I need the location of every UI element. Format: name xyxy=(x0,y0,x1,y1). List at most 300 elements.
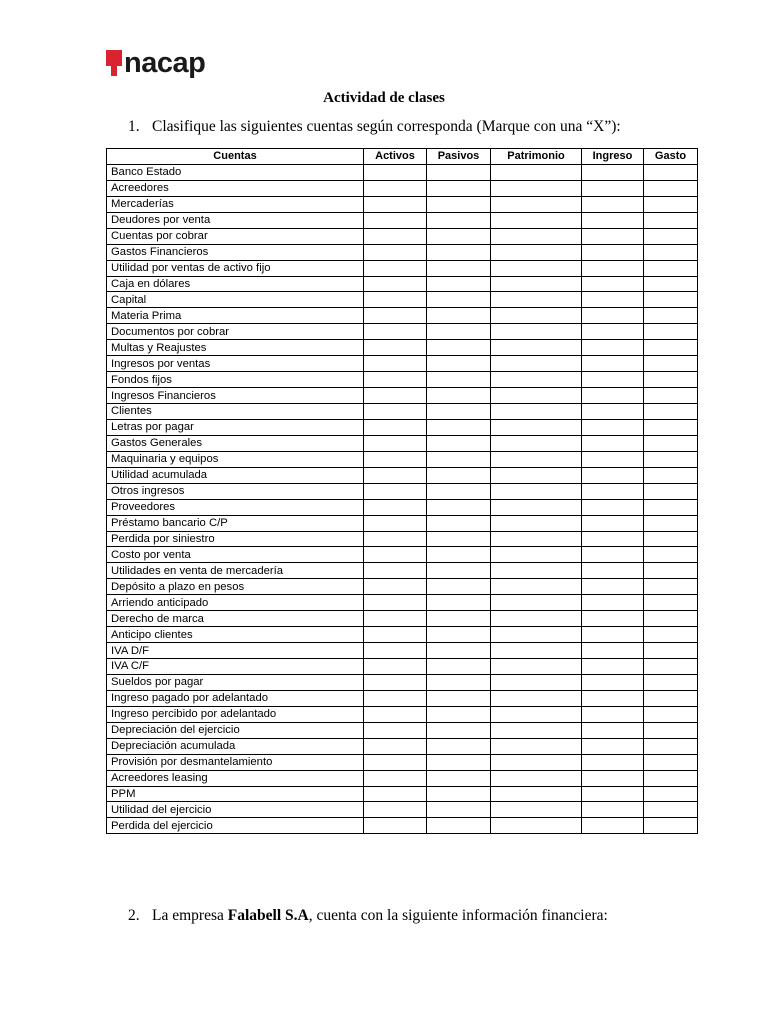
mark-cell-patrimonio[interactable] xyxy=(491,260,582,276)
table-row xyxy=(107,627,698,643)
mark-cell-activos[interactable] xyxy=(364,659,427,675)
mark-cell-activos[interactable] xyxy=(364,611,427,627)
mark-cell-patrimonio[interactable] xyxy=(491,499,582,515)
mark-cell-gasto[interactable] xyxy=(644,754,698,770)
mark-cell-pasivos[interactable] xyxy=(427,818,491,834)
mark-cell-activos[interactable] xyxy=(364,627,427,643)
mark-cell-patrimonio[interactable] xyxy=(491,547,582,563)
mark-cell-patrimonio[interactable] xyxy=(491,531,582,547)
table-row xyxy=(107,706,698,722)
account-name-cell: Acreedores leasing xyxy=(107,770,364,786)
mark-cell-ingreso[interactable] xyxy=(582,180,644,196)
mark-cell-gasto[interactable] xyxy=(644,674,698,690)
table-row xyxy=(107,547,698,563)
table-row xyxy=(107,674,698,690)
mark-cell-patrimonio[interactable] xyxy=(491,738,582,754)
mark-cell-activos[interactable] xyxy=(364,212,427,228)
mark-cell-pasivos[interactable] xyxy=(427,754,491,770)
table-row xyxy=(107,244,698,260)
mark-cell-pasivos[interactable] xyxy=(427,324,491,340)
header-cuentas: Cuentas xyxy=(107,149,364,165)
mark-cell-activos[interactable] xyxy=(364,515,427,531)
mark-cell-patrimonio[interactable] xyxy=(491,706,582,722)
mark-cell-gasto[interactable] xyxy=(644,276,698,292)
mark-cell-gasto[interactable] xyxy=(644,435,698,451)
mark-cell-ingreso[interactable] xyxy=(582,754,644,770)
mark-cell-patrimonio[interactable] xyxy=(491,340,582,356)
mark-cell-patrimonio[interactable] xyxy=(491,818,582,834)
table-row xyxy=(107,260,698,276)
account-name-cell: Capital xyxy=(107,292,364,308)
mark-cell-ingreso[interactable] xyxy=(582,722,644,738)
account-name-cell: PPM xyxy=(107,786,364,802)
mark-cell-patrimonio[interactable] xyxy=(491,802,582,818)
mark-cell-activos[interactable] xyxy=(364,690,427,706)
mark-cell-gasto[interactable] xyxy=(644,595,698,611)
logo-text: nacap xyxy=(124,47,206,79)
mark-cell-gasto[interactable] xyxy=(644,308,698,324)
mark-cell-ingreso[interactable] xyxy=(582,388,644,404)
mark-cell-pasivos[interactable] xyxy=(427,515,491,531)
mark-cell-patrimonio[interactable] xyxy=(491,754,582,770)
mark-cell-gasto[interactable] xyxy=(644,356,698,372)
mark-cell-ingreso[interactable] xyxy=(582,212,644,228)
table-row xyxy=(107,611,698,627)
table-row xyxy=(107,356,698,372)
account-name-cell: Maquinaria y equipos xyxy=(107,451,364,467)
account-name-cell: Depósito a plazo en pesos xyxy=(107,579,364,595)
inacap-logo xyxy=(106,44,205,80)
mark-cell-activos[interactable] xyxy=(364,818,427,834)
mark-cell-ingreso[interactable] xyxy=(582,611,644,627)
account-name-cell: Cuentas por cobrar xyxy=(107,228,364,244)
mark-cell-patrimonio[interactable] xyxy=(491,308,582,324)
mark-cell-ingreso[interactable] xyxy=(582,690,644,706)
mark-cell-ingreso[interactable] xyxy=(582,483,644,499)
mark-cell-activos[interactable] xyxy=(364,802,427,818)
mark-cell-ingreso[interactable] xyxy=(582,260,644,276)
mark-cell-ingreso[interactable] xyxy=(582,164,644,180)
company-name: Falabell S.A xyxy=(227,907,309,924)
mark-cell-gasto[interactable] xyxy=(644,738,698,754)
mark-cell-patrimonio[interactable] xyxy=(491,324,582,340)
account-name-cell: Gastos Financieros xyxy=(107,244,364,260)
mark-cell-pasivos[interactable] xyxy=(427,388,491,404)
mark-cell-pasivos[interactable] xyxy=(427,164,491,180)
table-row xyxy=(107,180,698,196)
mark-cell-activos[interactable] xyxy=(364,579,427,595)
mark-cell-gasto[interactable] xyxy=(644,579,698,595)
mark-cell-patrimonio[interactable] xyxy=(491,483,582,499)
mark-cell-gasto[interactable] xyxy=(644,690,698,706)
account-name-cell: Utilidad por ventas de activo fijo xyxy=(107,260,364,276)
table-row xyxy=(107,435,698,451)
mark-cell-gasto[interactable] xyxy=(644,467,698,483)
table-row xyxy=(107,722,698,738)
mark-cell-patrimonio[interactable] xyxy=(491,164,582,180)
account-name-cell: Mercaderías xyxy=(107,196,364,212)
mark-cell-ingreso[interactable] xyxy=(582,467,644,483)
mark-cell-activos[interactable] xyxy=(364,356,427,372)
mark-cell-ingreso[interactable] xyxy=(582,515,644,531)
mark-cell-gasto[interactable] xyxy=(644,340,698,356)
table-row xyxy=(107,308,698,324)
mark-cell-ingreso[interactable] xyxy=(582,579,644,595)
mark-cell-patrimonio[interactable] xyxy=(491,228,582,244)
table-row xyxy=(107,388,698,404)
mark-cell-activos[interactable] xyxy=(364,499,427,515)
table-row xyxy=(107,483,698,499)
mark-cell-patrimonio[interactable] xyxy=(491,722,582,738)
header-patrimonio: Patrimonio xyxy=(491,149,582,165)
account-name-cell: Costo por venta xyxy=(107,547,364,563)
mark-cell-activos[interactable] xyxy=(364,388,427,404)
mark-cell-gasto[interactable] xyxy=(644,212,698,228)
account-name-cell: Ingreso pagado por adelantado xyxy=(107,690,364,706)
mark-cell-pasivos[interactable] xyxy=(427,467,491,483)
mark-cell-gasto[interactable] xyxy=(644,722,698,738)
mark-cell-activos[interactable] xyxy=(364,372,427,388)
account-name-cell: Depreciación del ejercicio xyxy=(107,722,364,738)
mark-cell-activos[interactable] xyxy=(364,244,427,260)
mark-cell-ingreso[interactable] xyxy=(582,818,644,834)
mark-cell-patrimonio[interactable] xyxy=(491,515,582,531)
mark-cell-ingreso[interactable] xyxy=(582,547,644,563)
mark-cell-gasto[interactable] xyxy=(644,419,698,435)
mark-cell-activos[interactable] xyxy=(364,770,427,786)
table-row xyxy=(107,818,698,834)
table-row xyxy=(107,340,698,356)
mark-cell-patrimonio[interactable] xyxy=(491,579,582,595)
mark-cell-gasto[interactable] xyxy=(644,611,698,627)
mark-cell-pasivos[interactable] xyxy=(427,483,491,499)
mark-cell-ingreso[interactable] xyxy=(582,706,644,722)
mark-cell-pasivos[interactable] xyxy=(427,674,491,690)
mark-cell-gasto[interactable] xyxy=(644,388,698,404)
account-name-cell: Gastos Generales xyxy=(107,435,364,451)
question-2-number: 2. xyxy=(128,907,140,924)
account-name-cell: Materia Prima xyxy=(107,308,364,324)
mark-cell-gasto[interactable] xyxy=(644,180,698,196)
mark-cell-pasivos[interactable] xyxy=(427,690,491,706)
mark-cell-pasivos[interactable] xyxy=(427,738,491,754)
account-name-cell: Anticipo clientes xyxy=(107,627,364,643)
mark-cell-ingreso[interactable] xyxy=(582,404,644,420)
mark-cell-activos[interactable] xyxy=(364,419,427,435)
mark-cell-patrimonio[interactable] xyxy=(491,180,582,196)
mark-cell-gasto[interactable] xyxy=(644,483,698,499)
table-row xyxy=(107,802,698,818)
mark-cell-pasivos[interactable] xyxy=(427,547,491,563)
mark-cell-patrimonio[interactable] xyxy=(491,292,582,308)
mark-cell-gasto[interactable] xyxy=(644,643,698,659)
mark-cell-patrimonio[interactable] xyxy=(491,212,582,228)
mark-cell-activos[interactable] xyxy=(364,706,427,722)
mark-cell-gasto[interactable] xyxy=(644,563,698,579)
mark-cell-ingreso[interactable] xyxy=(582,244,644,260)
mark-cell-activos[interactable] xyxy=(364,786,427,802)
mark-cell-ingreso[interactable] xyxy=(582,451,644,467)
account-name-cell: Caja en dólares xyxy=(107,276,364,292)
mark-cell-pasivos[interactable] xyxy=(427,228,491,244)
mark-cell-pasivos[interactable] xyxy=(427,260,491,276)
mark-cell-pasivos[interactable] xyxy=(427,212,491,228)
mark-cell-pasivos[interactable] xyxy=(427,770,491,786)
mark-cell-activos[interactable] xyxy=(364,563,427,579)
mark-cell-gasto[interactable] xyxy=(644,324,698,340)
table-row xyxy=(107,563,698,579)
mark-cell-pasivos[interactable] xyxy=(427,196,491,212)
mark-cell-patrimonio[interactable] xyxy=(491,276,582,292)
account-name-cell: Proveedores xyxy=(107,499,364,515)
mark-cell-patrimonio[interactable] xyxy=(491,388,582,404)
mark-cell-activos[interactable] xyxy=(364,595,427,611)
table-row xyxy=(107,643,698,659)
mark-cell-activos[interactable] xyxy=(364,260,427,276)
mark-cell-patrimonio[interactable] xyxy=(491,563,582,579)
mark-cell-activos[interactable] xyxy=(364,643,427,659)
account-name-cell: Otros ingresos xyxy=(107,483,364,499)
mark-cell-pasivos[interactable] xyxy=(427,372,491,388)
account-name-cell: Préstamo bancario C/P xyxy=(107,515,364,531)
mark-cell-pasivos[interactable] xyxy=(427,499,491,515)
mark-cell-pasivos[interactable] xyxy=(427,659,491,675)
mark-cell-ingreso[interactable] xyxy=(582,643,644,659)
mark-cell-ingreso[interactable] xyxy=(582,627,644,643)
account-name-cell: Documentos por cobrar xyxy=(107,324,364,340)
mark-cell-gasto[interactable] xyxy=(644,292,698,308)
mark-cell-activos[interactable] xyxy=(364,292,427,308)
account-name-cell: Multas y Reajustes xyxy=(107,340,364,356)
header-ingreso: Ingreso xyxy=(582,149,644,165)
mark-cell-ingreso[interactable] xyxy=(582,786,644,802)
table-row xyxy=(107,595,698,611)
mark-cell-patrimonio[interactable] xyxy=(491,674,582,690)
mark-cell-patrimonio[interactable] xyxy=(491,244,582,260)
mark-cell-pasivos[interactable] xyxy=(427,802,491,818)
account-name-cell: Letras por pagar xyxy=(107,419,364,435)
mark-cell-activos[interactable] xyxy=(364,451,427,467)
question-1-text: Clasifique las siguientes cuentas según corresponda (Marque con una “X”): xyxy=(152,118,621,135)
mark-cell-pasivos[interactable] xyxy=(427,356,491,372)
account-name-cell: IVA D/F xyxy=(107,643,364,659)
account-name-cell: Ingresos Financieros xyxy=(107,388,364,404)
mark-cell-ingreso[interactable] xyxy=(582,372,644,388)
mark-cell-ingreso[interactable] xyxy=(582,276,644,292)
mark-cell-gasto[interactable] xyxy=(644,372,698,388)
mark-cell-ingreso[interactable] xyxy=(582,356,644,372)
accounts-table xyxy=(106,148,698,834)
mark-cell-pasivos[interactable] xyxy=(427,404,491,420)
mark-cell-gasto[interactable] xyxy=(644,196,698,212)
mark-cell-ingreso[interactable] xyxy=(582,324,644,340)
account-name-cell: Derecho de marca xyxy=(107,611,364,627)
mark-cell-gasto[interactable] xyxy=(644,404,698,420)
mark-cell-patrimonio[interactable] xyxy=(491,372,582,388)
mark-cell-ingreso[interactable] xyxy=(582,595,644,611)
mark-cell-pasivos[interactable] xyxy=(427,244,491,260)
table-row xyxy=(107,292,698,308)
mark-cell-ingreso[interactable] xyxy=(582,340,644,356)
mark-cell-ingreso[interactable] xyxy=(582,196,644,212)
mark-cell-gasto[interactable] xyxy=(644,244,698,260)
mark-cell-gasto[interactable] xyxy=(644,515,698,531)
account-name-cell: IVA C/F xyxy=(107,659,364,675)
mark-cell-activos[interactable] xyxy=(364,180,427,196)
account-name-cell: Perdida por siniestro xyxy=(107,531,364,547)
header-gasto: Gasto xyxy=(644,149,698,165)
mark-cell-pasivos[interactable] xyxy=(427,627,491,643)
mark-cell-patrimonio[interactable] xyxy=(491,595,582,611)
mark-cell-gasto[interactable] xyxy=(644,706,698,722)
mark-cell-ingreso[interactable] xyxy=(582,228,644,244)
mark-cell-gasto[interactable] xyxy=(644,547,698,563)
mark-cell-activos[interactable] xyxy=(364,308,427,324)
mark-cell-ingreso[interactable] xyxy=(582,563,644,579)
mark-cell-pasivos[interactable] xyxy=(427,419,491,435)
mark-cell-gasto[interactable] xyxy=(644,499,698,515)
mark-cell-patrimonio[interactable] xyxy=(491,690,582,706)
account-name-cell: Utilidad acumulada xyxy=(107,467,364,483)
mark-cell-patrimonio[interactable] xyxy=(491,659,582,675)
mark-cell-pasivos[interactable] xyxy=(427,706,491,722)
mark-cell-ingreso[interactable] xyxy=(582,674,644,690)
mark-cell-pasivos[interactable] xyxy=(427,786,491,802)
table-row xyxy=(107,451,698,467)
header-pasivos: Pasivos xyxy=(427,149,491,165)
mark-cell-gasto[interactable] xyxy=(644,451,698,467)
mark-cell-ingreso[interactable] xyxy=(582,499,644,515)
mark-cell-activos[interactable] xyxy=(364,164,427,180)
mark-cell-activos[interactable] xyxy=(364,483,427,499)
mark-cell-pasivos[interactable] xyxy=(427,643,491,659)
table-row xyxy=(107,467,698,483)
mark-cell-pasivos[interactable] xyxy=(427,611,491,627)
mark-cell-pasivos[interactable] xyxy=(427,292,491,308)
mark-cell-ingreso[interactable] xyxy=(582,659,644,675)
mark-cell-ingreso[interactable] xyxy=(582,419,644,435)
mark-cell-ingreso[interactable] xyxy=(582,738,644,754)
mark-cell-patrimonio[interactable] xyxy=(491,435,582,451)
mark-cell-activos[interactable] xyxy=(364,722,427,738)
account-name-cell: Utilidades en venta de mercadería xyxy=(107,563,364,579)
account-name-cell: Utilidad del ejercicio xyxy=(107,802,364,818)
mark-cell-activos[interactable] xyxy=(364,324,427,340)
mark-cell-patrimonio[interactable] xyxy=(491,404,582,420)
mark-cell-activos[interactable] xyxy=(364,435,427,451)
mark-cell-pasivos[interactable] xyxy=(427,180,491,196)
table-row xyxy=(107,770,698,786)
account-name-cell: Fondos fijos xyxy=(107,372,364,388)
table-row xyxy=(107,276,698,292)
account-name-cell: Banco Estado xyxy=(107,164,364,180)
table-row xyxy=(107,419,698,435)
header-activos: Activos xyxy=(364,149,427,165)
mark-cell-ingreso[interactable] xyxy=(582,292,644,308)
mark-cell-pasivos[interactable] xyxy=(427,595,491,611)
mark-cell-patrimonio[interactable] xyxy=(491,786,582,802)
mark-cell-activos[interactable] xyxy=(364,531,427,547)
mark-cell-patrimonio[interactable] xyxy=(491,643,582,659)
mark-cell-pasivos[interactable] xyxy=(427,563,491,579)
table-row xyxy=(107,579,698,595)
mark-cell-activos[interactable] xyxy=(364,754,427,770)
mark-cell-patrimonio[interactable] xyxy=(491,627,582,643)
mark-cell-patrimonio[interactable] xyxy=(491,451,582,467)
table-row xyxy=(107,196,698,212)
account-name-cell: Perdida del ejercicio xyxy=(107,818,364,834)
mark-cell-pasivos[interactable] xyxy=(427,579,491,595)
mark-cell-patrimonio[interactable] xyxy=(491,196,582,212)
mark-cell-patrimonio[interactable] xyxy=(491,419,582,435)
mark-cell-gasto[interactable] xyxy=(644,260,698,276)
inacap-logo-mark xyxy=(106,50,122,76)
question-1-number: 1. xyxy=(128,118,140,135)
table-row xyxy=(107,404,698,420)
mark-cell-gasto[interactable] xyxy=(644,802,698,818)
mark-cell-pasivos[interactable] xyxy=(427,276,491,292)
mark-cell-ingreso[interactable] xyxy=(582,531,644,547)
mark-cell-ingreso[interactable] xyxy=(582,770,644,786)
mark-cell-gasto[interactable] xyxy=(644,770,698,786)
mark-cell-activos[interactable] xyxy=(364,404,427,420)
table-row xyxy=(107,531,698,547)
mark-cell-patrimonio[interactable] xyxy=(491,467,582,483)
mark-cell-patrimonio[interactable] xyxy=(491,611,582,627)
mark-cell-gasto[interactable] xyxy=(644,531,698,547)
mark-cell-activos[interactable] xyxy=(364,340,427,356)
mark-cell-pasivos[interactable] xyxy=(427,451,491,467)
mark-cell-pasivos[interactable] xyxy=(427,531,491,547)
mark-cell-pasivos[interactable] xyxy=(427,722,491,738)
table-row xyxy=(107,690,698,706)
mark-cell-activos[interactable] xyxy=(364,738,427,754)
mark-cell-pasivos[interactable] xyxy=(427,435,491,451)
mark-cell-gasto[interactable] xyxy=(644,659,698,675)
table-row xyxy=(107,659,698,675)
question-2-text xyxy=(152,907,608,925)
mark-cell-gasto[interactable] xyxy=(644,818,698,834)
account-name-cell: Depreciación acumulada xyxy=(107,738,364,754)
mark-cell-pasivos[interactable] xyxy=(427,308,491,324)
mark-cell-activos[interactable] xyxy=(364,228,427,244)
table-row xyxy=(107,164,698,180)
table-row xyxy=(107,372,698,388)
mark-cell-patrimonio[interactable] xyxy=(491,356,582,372)
question-2-pre: La empresa xyxy=(152,907,228,924)
table-row xyxy=(107,212,698,228)
mark-cell-ingreso[interactable] xyxy=(582,802,644,818)
mark-cell-activos[interactable] xyxy=(364,547,427,563)
mark-cell-activos[interactable] xyxy=(364,276,427,292)
mark-cell-ingreso[interactable] xyxy=(582,435,644,451)
mark-cell-gasto[interactable] xyxy=(644,627,698,643)
mark-cell-gasto[interactable] xyxy=(644,228,698,244)
mark-cell-ingreso[interactable] xyxy=(582,308,644,324)
account-name-cell: Provisión por desmantelamiento xyxy=(107,754,364,770)
mark-cell-gasto[interactable] xyxy=(644,786,698,802)
mark-cell-activos[interactable] xyxy=(364,196,427,212)
mark-cell-activos[interactable] xyxy=(364,674,427,690)
account-name-cell: Ingresos por ventas xyxy=(107,356,364,372)
table-row xyxy=(107,786,698,802)
account-name-cell: Sueldos por pagar xyxy=(107,674,364,690)
mark-cell-gasto[interactable] xyxy=(644,164,698,180)
mark-cell-pasivos[interactable] xyxy=(427,340,491,356)
mark-cell-activos[interactable] xyxy=(364,467,427,483)
mark-cell-patrimonio[interactable] xyxy=(491,770,582,786)
page-title: Actividad de clases xyxy=(323,90,445,106)
